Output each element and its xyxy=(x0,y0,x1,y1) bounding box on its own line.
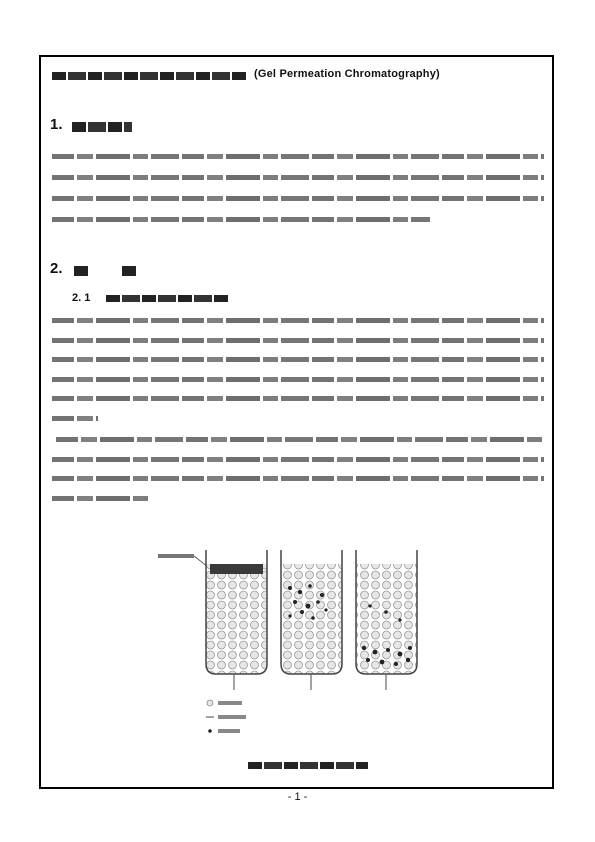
text-line-illegible xyxy=(56,437,544,442)
column-1 xyxy=(206,564,267,674)
section-2-number: 2. xyxy=(50,260,63,277)
text-line-illegible xyxy=(52,496,148,501)
section-2-1-number: 2. 1 xyxy=(72,292,91,304)
title-korean-illegible xyxy=(52,72,248,80)
column-2 xyxy=(281,564,342,674)
text-line-illegible xyxy=(52,175,544,180)
figure-legend xyxy=(206,700,246,733)
text-line-illegible xyxy=(52,154,544,159)
text-line-illegible xyxy=(52,416,98,421)
text-line-illegible xyxy=(52,396,544,401)
title-english: (Gel Permeation Chromatography) xyxy=(254,68,440,80)
text-line-illegible xyxy=(52,318,544,323)
text-line-illegible xyxy=(52,357,544,362)
text-line-illegible xyxy=(52,377,544,382)
sample-band xyxy=(210,564,263,574)
text-line-illegible xyxy=(52,196,544,201)
text-line-illegible xyxy=(52,476,544,481)
sample-injection-label xyxy=(158,554,212,570)
text-line-illegible xyxy=(52,457,544,462)
section-2-heading-illegible xyxy=(74,266,88,276)
section-1-heading-illegible xyxy=(72,122,132,132)
text-line-illegible xyxy=(52,338,544,343)
section-2-heading-illegible xyxy=(122,266,136,276)
page-number: - 1 - xyxy=(287,791,308,803)
section-1-number: 1. xyxy=(50,116,63,133)
figure-caption-illegible xyxy=(248,762,368,769)
text-line-illegible xyxy=(52,217,430,222)
gpc-column-figure xyxy=(150,540,440,745)
section-2-1-heading-illegible xyxy=(106,295,228,302)
column-3 xyxy=(356,564,417,674)
